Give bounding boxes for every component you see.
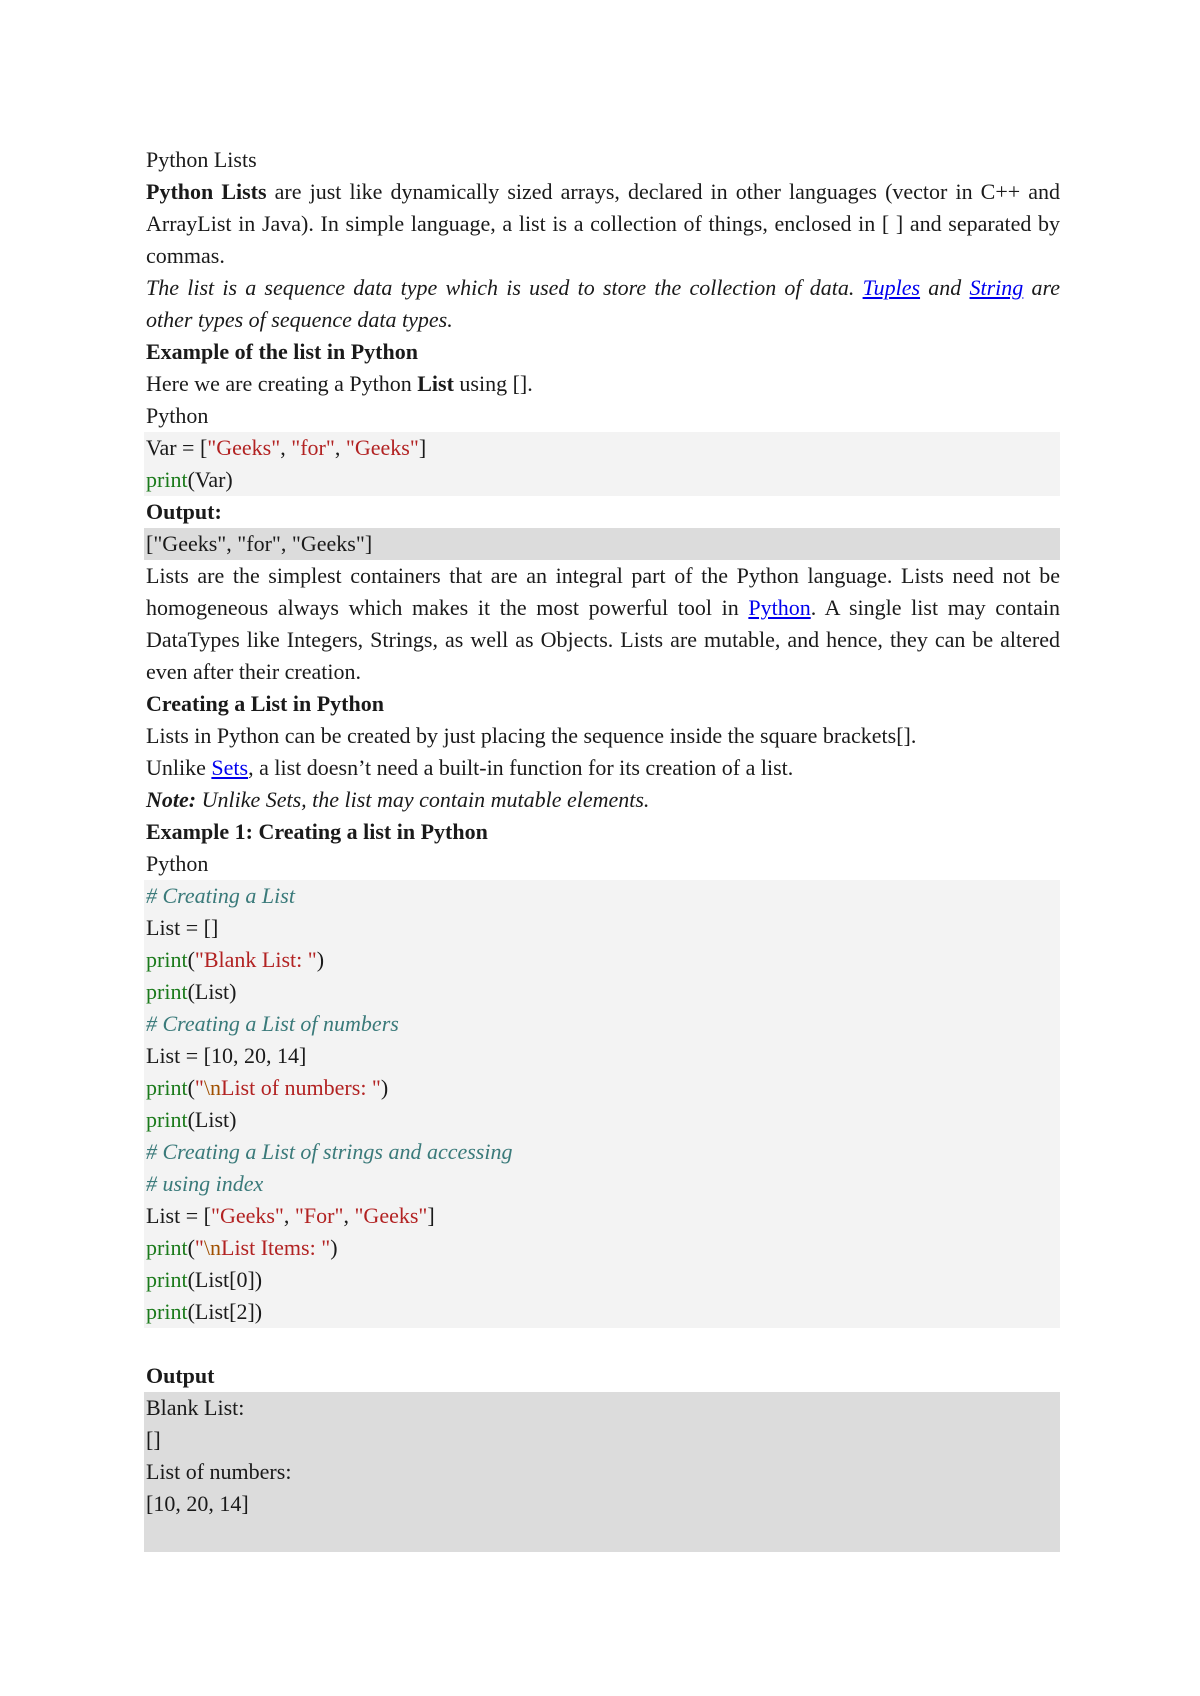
- code-token: (List[2]): [187, 1299, 263, 1324]
- code-line: [146, 976, 1060, 1008]
- code-line: List = []: [146, 915, 219, 940]
- code-string: "Geeks": [354, 1203, 428, 1228]
- intro-paragraph: [146, 176, 1060, 272]
- para2-pre: Lists are the simplest containers that are an integral part of the Python language. Lists need not be homogeneous always which makes it the most powerful tool in: [146, 563, 1060, 620]
- code-string: List Items: ": [221, 1235, 331, 1260]
- example-desc-bold: List: [417, 371, 454, 396]
- code-token: (: [187, 1075, 195, 1100]
- code-token: ,: [280, 435, 292, 460]
- mutable-note: [146, 784, 1060, 816]
- code-line: [146, 432, 1060, 464]
- code-token: ,: [334, 435, 346, 460]
- lists-description: [146, 560, 1060, 688]
- code-token: ,: [283, 1203, 295, 1228]
- creating-line-1: Lists in Python can be created by just placing the sequence inside the square brackets[].: [146, 723, 917, 748]
- spacer: [146, 1328, 1060, 1360]
- python-link[interactable]: Python: [748, 595, 811, 620]
- code-keyword: print: [146, 1107, 188, 1132]
- creating-post: , a list doesn’t need a built-in function for its creation of a list.: [248, 755, 794, 780]
- code-line: List = [10, 20, 14]: [146, 1043, 307, 1068]
- language-label: Python: [146, 403, 209, 428]
- code-token: ): [380, 1075, 389, 1100]
- code-token: List = [: [146, 1203, 211, 1228]
- note-text: Unlike Sets, the list may contain mutable elements.: [196, 787, 650, 812]
- code-keyword: print: [146, 979, 188, 1004]
- output-line: []: [146, 1427, 161, 1452]
- code-line: [146, 1072, 1060, 1104]
- code-string: "Geeks": [345, 435, 419, 460]
- code-block-2: [144, 880, 1060, 1328]
- output-line: [10, 20, 14]: [146, 1491, 249, 1516]
- code-line: [146, 1296, 1060, 1328]
- note-bold: Note:: [146, 787, 197, 812]
- code-token: ): [316, 947, 325, 972]
- code-token: Var = [: [146, 435, 208, 460]
- code-comment: # using index: [146, 1171, 264, 1196]
- string-link[interactable]: String: [969, 275, 1024, 300]
- creating-line-2: [146, 752, 1060, 784]
- code-token: (List[0]): [187, 1267, 263, 1292]
- code-line: [146, 1232, 1060, 1264]
- code-token: ,: [343, 1203, 355, 1228]
- code-escape: \n: [203, 1075, 221, 1100]
- output-block-2: [144, 1392, 1060, 1552]
- code-token: ]: [418, 435, 427, 460]
- note-text-2: and: [920, 275, 970, 300]
- code-string: "for": [291, 435, 335, 460]
- code-line: [146, 1200, 1060, 1232]
- intro-bold: Python Lists: [146, 179, 267, 204]
- language-label: Python: [146, 851, 209, 876]
- code-keyword: print: [146, 1299, 188, 1324]
- sequence-note: [146, 272, 1060, 336]
- output-line: Blank List:: [146, 1395, 245, 1420]
- code-string: ": [194, 1075, 204, 1100]
- code-token: ]: [427, 1203, 435, 1228]
- example-description: [146, 368, 1060, 400]
- code-comment: # Creating a List of numbers: [146, 1011, 399, 1036]
- code-string: "Geeks": [207, 435, 281, 460]
- code-keyword: print: [146, 1075, 188, 1100]
- code-token: (Var): [187, 467, 233, 492]
- code-line: [146, 944, 1060, 976]
- code-token: (: [187, 1235, 195, 1260]
- code-string: "Blank List: ": [194, 947, 317, 972]
- code-comment: # Creating a List of strings and accessing: [146, 1139, 513, 1164]
- code-string: "For": [294, 1203, 344, 1228]
- example-heading: Example of the list in Python: [146, 339, 418, 364]
- code-line: [146, 464, 1060, 496]
- code-line: [146, 1104, 1060, 1136]
- code-token: (List): [187, 979, 237, 1004]
- creating-pre: Unlike: [146, 755, 212, 780]
- note-text-1: The list is a sequence data type which is used to store the collection of data.: [146, 275, 863, 300]
- code-token: ): [330, 1235, 338, 1260]
- code-token: (: [187, 947, 195, 972]
- code-token: (List): [187, 1107, 237, 1132]
- code-line: [146, 1264, 1060, 1296]
- code-keyword: print: [146, 1267, 188, 1292]
- code-string: List of numbers: ": [221, 1075, 381, 1100]
- sets-link[interactable]: Sets: [211, 755, 249, 780]
- code-comment: # Creating a List: [146, 883, 295, 908]
- code-escape: \n: [203, 1235, 221, 1260]
- para2-post: . A single list may contain DataTypes like Integers, Strings, as well as Objects. Lists are mutable, and hence, they can be altered even after their creation.: [146, 595, 1061, 684]
- creating-heading: Creating a List in Python: [146, 691, 384, 716]
- tuples-link[interactable]: Tuples: [862, 275, 921, 300]
- page-title: Python Lists: [146, 147, 257, 172]
- output-label: Output: [146, 1363, 215, 1388]
- document-content: [146, 144, 1060, 1552]
- example-desc-pre: Here we are creating a Python: [146, 371, 418, 396]
- code-keyword: print: [146, 947, 188, 972]
- intro-text: are just like dynamically sized arrays, declared in other languages (vector in C++ and ArrayList in Java). In simple language, a list is a collection of things, enclosed in [ ] and separated by commas.: [146, 179, 1060, 268]
- output-line: ["Geeks", "for", "Geeks"]: [146, 531, 373, 556]
- example-desc-post: using [].: [453, 371, 533, 396]
- example1-heading: Example 1: Creating a list in Python: [146, 819, 488, 844]
- output-block-1: [144, 528, 1060, 560]
- note-text-3: are other types of sequence data types.: [146, 275, 1061, 332]
- code-keyword: print: [146, 1235, 188, 1260]
- output-line: List of numbers:: [146, 1459, 292, 1484]
- code-string: "Geeks": [210, 1203, 284, 1228]
- code-block-1: [144, 432, 1060, 496]
- code-string: ": [194, 1235, 204, 1260]
- output-label: Output:: [146, 499, 222, 524]
- code-keyword: print: [146, 467, 188, 492]
